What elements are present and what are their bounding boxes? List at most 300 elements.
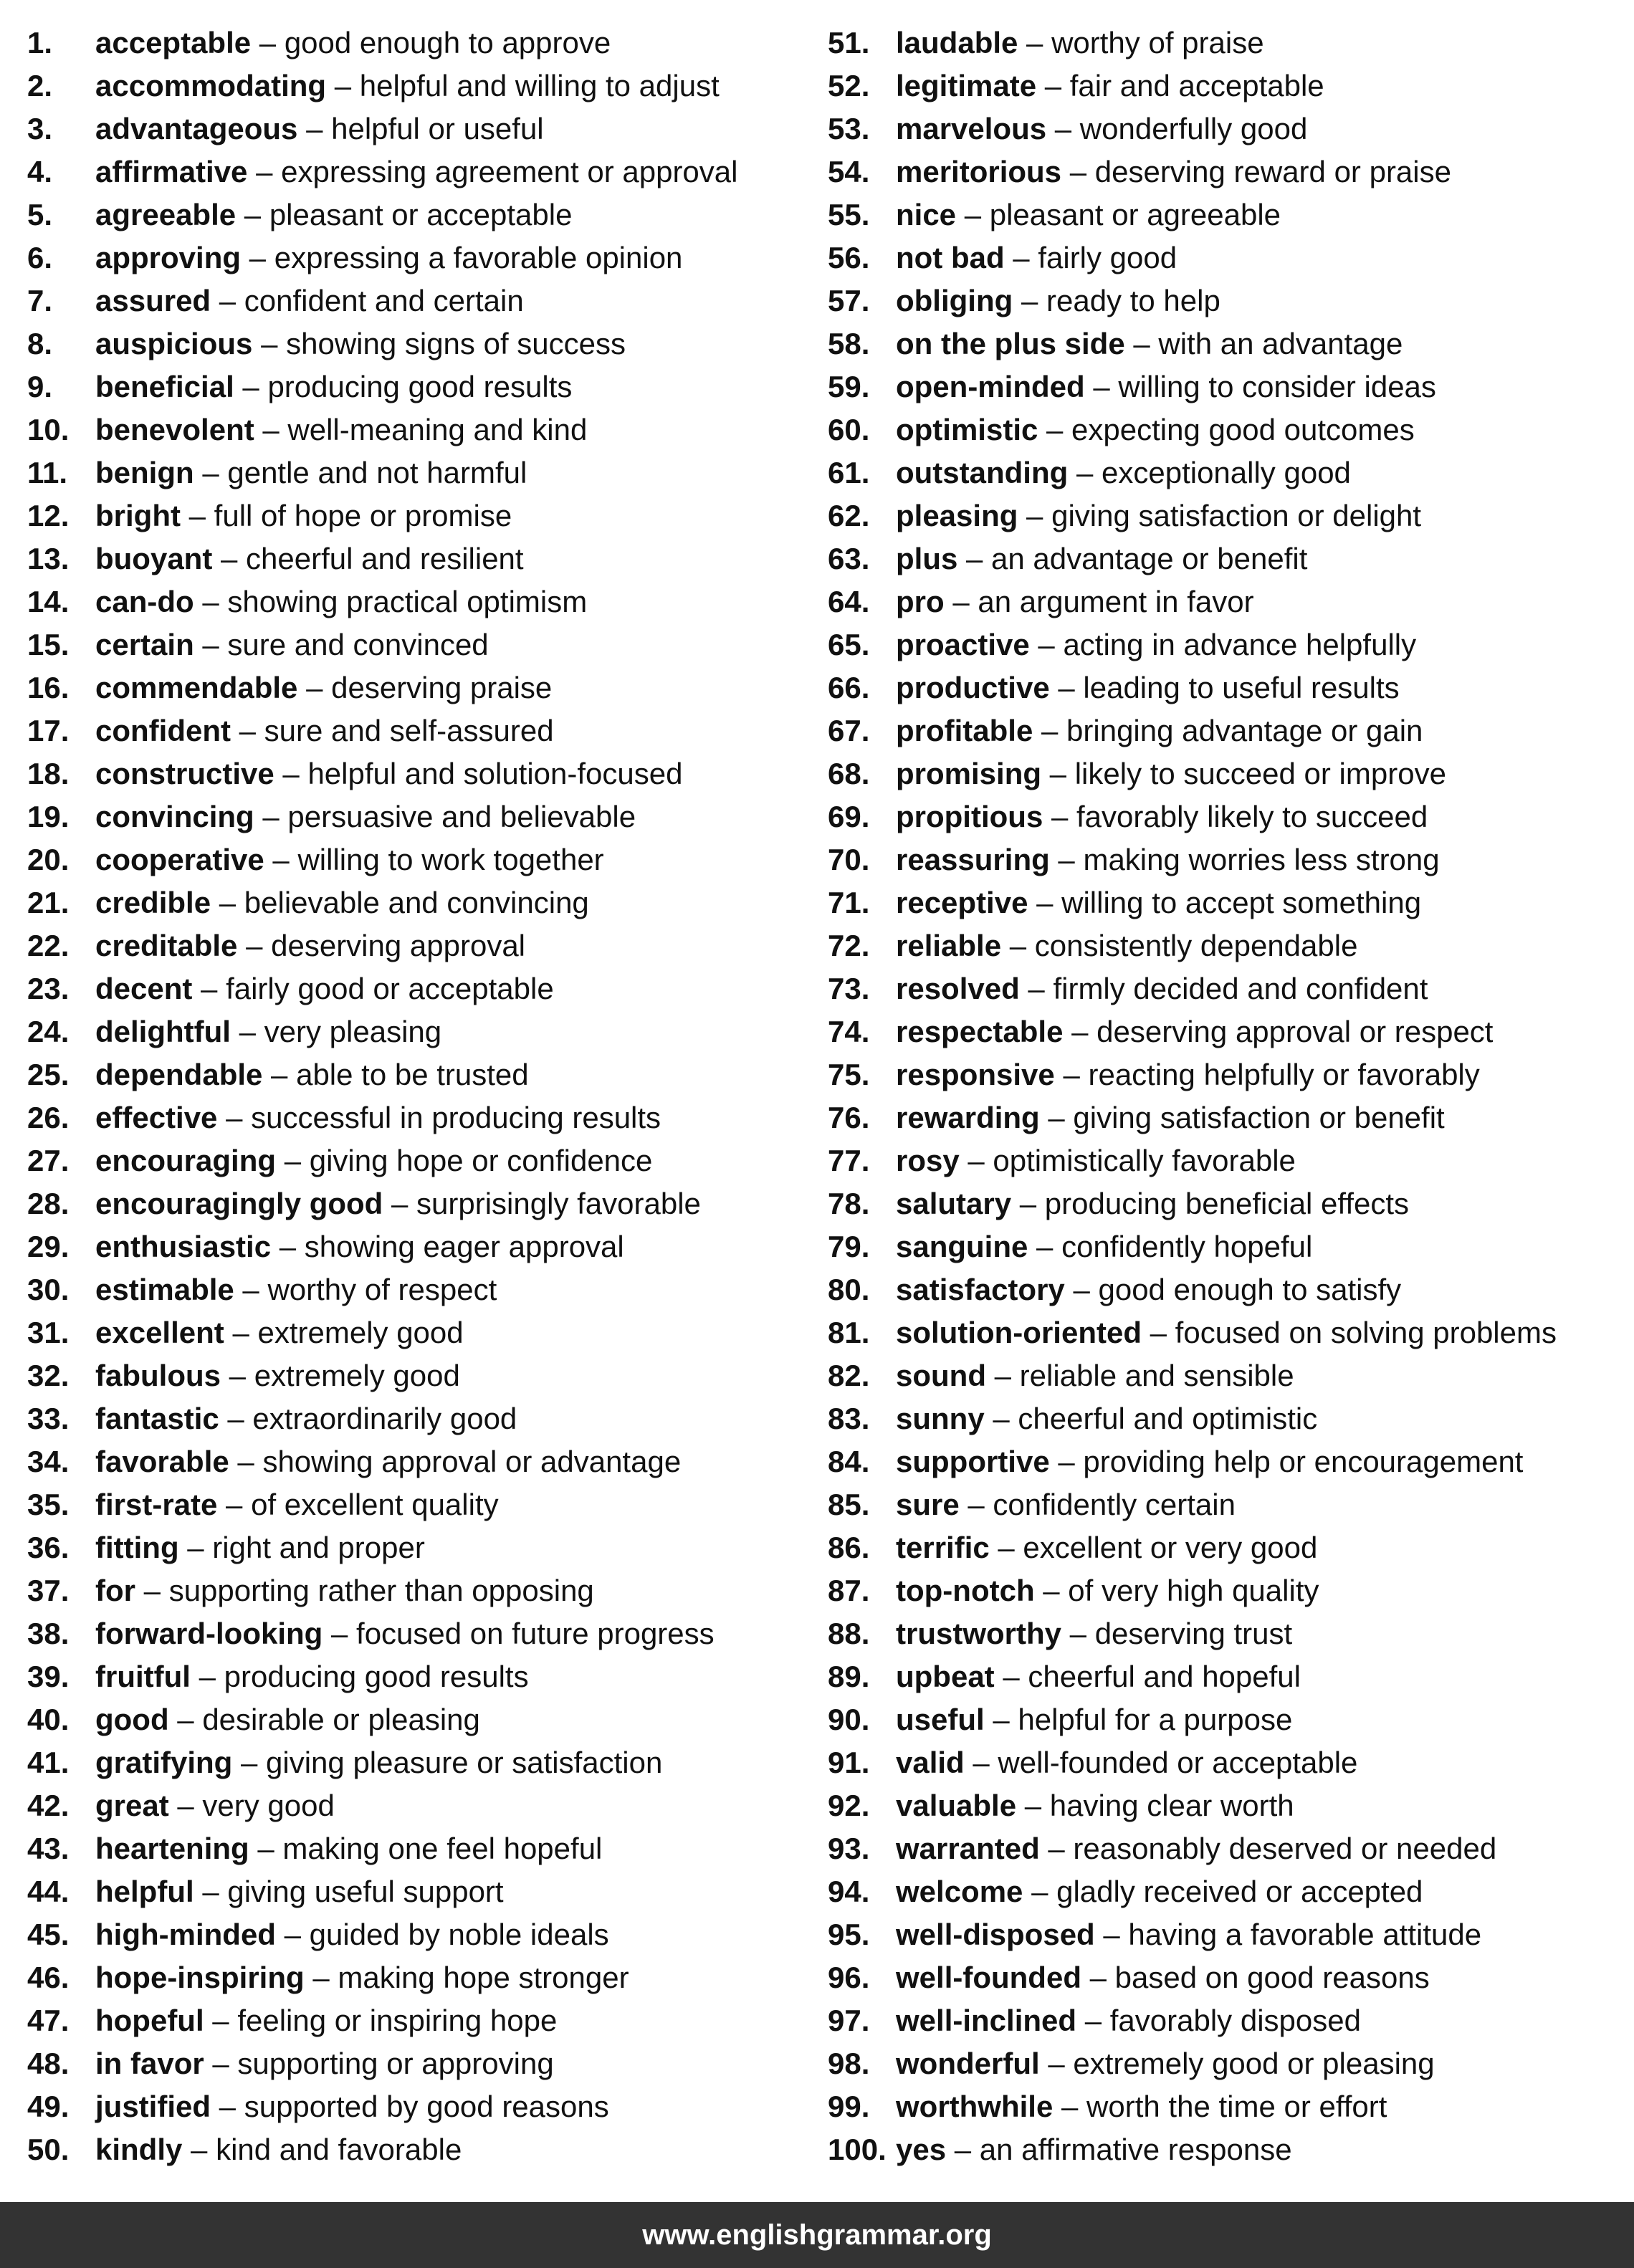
list-item (27, 1784, 816, 1827)
item-definition: – producing beneficial effects (1011, 1187, 1410, 1220)
item-definition: – showing practical optimism (194, 585, 588, 618)
list-item (828, 1913, 1627, 1956)
item-word: supportive (896, 1445, 1050, 1478)
item-word: well-disposed (896, 1918, 1095, 1951)
item-number: 81. (828, 1316, 870, 1349)
list-item (27, 193, 816, 236)
item-word: can-do (95, 585, 194, 618)
list-item (828, 1784, 1627, 1827)
item-text (95, 1569, 594, 1612)
item-word: dependable (95, 1058, 263, 1091)
item-number: 26. (27, 1101, 70, 1134)
item-word: plus (896, 542, 958, 575)
item-text (896, 1182, 1409, 1225)
item-word: receptive (896, 886, 1028, 919)
item-word: upbeat (896, 1660, 995, 1693)
item-number: 22. (27, 929, 70, 962)
item-definition: – producing good results (190, 1660, 529, 1693)
list-item (27, 709, 816, 752)
item-number: 28. (27, 1187, 70, 1220)
list-item (27, 1354, 816, 1397)
item-definition: – excellent or very good (989, 1531, 1318, 1564)
item-text (896, 408, 1415, 451)
item-number: 1. (27, 26, 53, 59)
item-number: 25. (27, 1058, 70, 1091)
item-definition: – very pleasing (230, 1015, 442, 1048)
item-definition: – making one feel hopeful (249, 1832, 603, 1865)
item-number: 94. (828, 1875, 870, 1908)
item-definition: – worthy of respect (234, 1273, 497, 1306)
item-text (95, 580, 587, 623)
item-text (896, 1053, 1480, 1096)
item-definition: – very good (168, 1789, 335, 1822)
list-item (27, 322, 816, 365)
list-item (27, 1483, 816, 1526)
item-number: 74. (828, 1015, 870, 1048)
item-text (896, 967, 1428, 1010)
list-item (828, 1053, 1627, 1096)
item-definition: – extraordinarily good (219, 1402, 517, 1435)
list-item (828, 838, 1627, 881)
item-text (896, 1569, 1319, 1612)
list-item (27, 107, 816, 150)
item-number: 71. (828, 886, 870, 919)
item-number: 80. (828, 1273, 870, 1306)
item-number: 96. (828, 1961, 870, 1994)
item-text (95, 924, 525, 967)
item-number: 79. (828, 1230, 870, 1263)
list-item (828, 1655, 1627, 1698)
item-text (95, 1139, 652, 1182)
item-word: top-notch (896, 1574, 1035, 1607)
item-word: gratifying (95, 1746, 233, 1779)
item-number: 27. (27, 1144, 70, 1177)
item-definition: – supporting rather than opposing (135, 1574, 594, 1607)
item-number: 33. (27, 1402, 70, 1435)
item-definition: – cheerful and optimistic (984, 1402, 1318, 1435)
item-text (896, 1440, 1523, 1483)
word-list-right-column (828, 21, 1627, 2171)
item-number: 68. (828, 757, 870, 790)
item-text (896, 1354, 1294, 1397)
item-text (896, 1225, 1312, 1268)
item-definition: – with an advantage (1124, 327, 1403, 360)
item-text (95, 494, 512, 537)
word-list-left-column (27, 21, 816, 2171)
item-number: 14. (27, 585, 70, 618)
item-word: in favor (95, 2047, 204, 2080)
item-word: useful (896, 1703, 985, 1736)
item-word: kindly (95, 2133, 183, 2166)
item-word: proactive (896, 628, 1030, 661)
item-number: 55. (828, 198, 870, 231)
list-item (27, 150, 816, 193)
item-definition: – believable and convincing (211, 886, 589, 919)
item-definition: – deserving approval (237, 929, 526, 962)
item-definition: – guided by noble ideals (275, 1918, 609, 1951)
item-text (95, 451, 527, 494)
item-definition: – focused on solving problems (1141, 1316, 1557, 1349)
item-word: bright (95, 499, 181, 532)
list-item (27, 1182, 816, 1225)
item-number: 99. (828, 2090, 870, 2123)
item-text (95, 1827, 602, 1870)
item-text (95, 666, 552, 709)
item-text (95, 1225, 624, 1268)
item-number: 4. (27, 155, 53, 188)
item-definition: – reacting helpfully or favorably (1054, 1058, 1480, 1091)
item-definition: – deserving praise (297, 671, 553, 704)
list-item (27, 494, 816, 537)
list-item (828, 1956, 1627, 1999)
item-word: auspicious (95, 327, 253, 360)
list-item (828, 1354, 1627, 1397)
item-number: 19. (27, 800, 70, 833)
item-word: salutary (896, 1187, 1012, 1220)
item-text (896, 1741, 1357, 1784)
item-word: rosy (896, 1144, 960, 1177)
list-item (828, 2042, 1627, 2085)
list-item (27, 752, 816, 795)
item-number: 60. (828, 413, 870, 446)
list-item (27, 1655, 816, 1698)
list-item (828, 1698, 1627, 1741)
list-item (27, 795, 816, 838)
item-word: excellent (95, 1316, 224, 1349)
item-definition: – expecting good outcomes (1038, 413, 1415, 446)
item-word: open-minded (896, 370, 1085, 403)
item-text (896, 2085, 1387, 2128)
item-text (896, 924, 1357, 967)
item-number: 100. (828, 2133, 887, 2166)
item-definition: – giving satisfaction or delight (1018, 499, 1422, 532)
item-definition: – deserving approval or respect (1063, 1015, 1494, 1048)
list-item (828, 236, 1627, 279)
item-text (95, 322, 626, 365)
item-text (95, 709, 554, 752)
list-item (27, 967, 816, 1010)
item-number: 84. (828, 1445, 870, 1478)
item-word: productive (896, 671, 1050, 704)
list-item (27, 2128, 816, 2171)
item-text (896, 21, 1264, 64)
item-text (95, 64, 720, 107)
list-item (27, 1870, 816, 1913)
list-item (27, 236, 816, 279)
item-number: 67. (828, 714, 870, 747)
item-word: hopeful (95, 2004, 204, 2037)
item-number: 10. (27, 413, 70, 446)
item-definition: – pleasant or acceptable (236, 198, 573, 231)
item-text (95, 1655, 529, 1698)
item-definition: – optimistically favorable (959, 1144, 1296, 1177)
item-word: encouragingly good (95, 1187, 383, 1220)
item-word: accommodating (95, 69, 327, 102)
item-text (95, 1096, 661, 1139)
item-definition: – an advantage or benefit (957, 542, 1308, 575)
item-text (896, 623, 1416, 666)
list-item (828, 2085, 1627, 2128)
item-text (95, 881, 589, 924)
item-text (95, 1182, 701, 1225)
item-text (95, 1010, 441, 1053)
list-item (828, 967, 1627, 1010)
item-word: justified (95, 2090, 211, 2123)
item-definition: – acting in advance helpfully (1029, 628, 1417, 661)
item-definition: – extremely good (221, 1359, 460, 1392)
item-definition: – confident and certain (211, 284, 524, 317)
item-word: well-inclined (896, 2004, 1077, 2037)
item-word: enthusiastic (95, 1230, 272, 1263)
list-item (828, 1999, 1627, 2042)
item-definition: – having clear worth (1016, 1789, 1294, 1822)
item-number: 8. (27, 327, 53, 360)
list-item (828, 1526, 1627, 1569)
list-item (828, 752, 1627, 795)
item-text (896, 1784, 1294, 1827)
item-definition: – of very high quality (1034, 1574, 1319, 1607)
item-word: fitting (95, 1531, 179, 1564)
item-definition: – supported by good reasons (211, 2090, 609, 2123)
item-number: 13. (27, 542, 70, 575)
item-definition: – an argument in favor (944, 585, 1254, 618)
item-text (896, 322, 1403, 365)
item-text (95, 1053, 529, 1096)
item-definition: – well-meaning and kind (254, 413, 588, 446)
item-number: 56. (828, 241, 870, 274)
item-definition: – providing help or encouragement (1049, 1445, 1524, 1478)
list-item (27, 1311, 816, 1354)
list-item (27, 1053, 816, 1096)
item-definition: – giving useful support (194, 1875, 504, 1908)
item-number: 78. (828, 1187, 870, 1220)
item-word: sanguine (896, 1230, 1028, 1263)
item-definition: – pleasant or agreeable (956, 198, 1281, 231)
item-definition: – giving pleasure or satisfaction (232, 1746, 663, 1779)
item-number: 50. (27, 2133, 70, 2166)
list-item (828, 537, 1627, 580)
list-item (828, 1139, 1627, 1182)
item-number: 12. (27, 499, 70, 532)
item-word: on the plus side (896, 327, 1125, 360)
item-word: sure (896, 1488, 960, 1521)
list-item (27, 1526, 816, 1569)
list-item (27, 1569, 816, 1612)
item-definition: – expressing a favorable opinion (241, 241, 683, 274)
item-number: 11. (27, 456, 68, 489)
item-word: meritorious (896, 155, 1062, 188)
item-word: effective (95, 1101, 218, 1134)
footer-url: www.englishgrammar.org (642, 2219, 992, 2251)
item-text (896, 537, 1307, 580)
item-text (95, 2085, 609, 2128)
item-number: 35. (27, 1488, 70, 1521)
item-text (95, 2042, 554, 2085)
item-text (95, 193, 572, 236)
item-text (896, 1698, 1292, 1741)
item-definition: – cheerful and hopeful (994, 1660, 1301, 1693)
item-number: 5. (27, 198, 53, 231)
item-number: 63. (828, 542, 870, 575)
item-definition: – making worries less strong (1049, 843, 1440, 876)
item-word: affirmative (95, 155, 248, 188)
item-number: 43. (27, 1832, 70, 1865)
item-word: buoyant (95, 542, 213, 575)
item-definition: – exceptionally good (1068, 456, 1351, 489)
item-word: yes (896, 2133, 947, 2166)
item-text (95, 623, 489, 666)
item-word: laudable (896, 26, 1018, 59)
list-item (828, 1010, 1627, 1053)
item-word: for (95, 1574, 135, 1607)
item-text (896, 1268, 1401, 1311)
item-text (95, 2128, 462, 2171)
item-number: 6. (27, 241, 53, 274)
item-text (896, 494, 1421, 537)
list-item (828, 1569, 1627, 1612)
item-definition: – surprisingly favorable (383, 1187, 701, 1220)
item-definition: – firmly decided and confident (1019, 972, 1428, 1005)
item-definition: – full of hope or promise (180, 499, 512, 532)
list-item (828, 795, 1627, 838)
item-text (896, 1913, 1481, 1956)
item-definition: – fairly good (1004, 241, 1177, 274)
item-definition: – likely to succeed or improve (1041, 757, 1446, 790)
item-number: 46. (27, 1961, 70, 1994)
item-number: 40. (27, 1703, 70, 1736)
item-definition: – gladly received or accepted (1023, 1875, 1423, 1908)
item-definition: – confidently certain (959, 1488, 1236, 1521)
item-text (95, 1354, 460, 1397)
item-number: 76. (828, 1101, 870, 1134)
item-word: obliging (896, 284, 1013, 317)
list-item (828, 580, 1627, 623)
item-definition: – deserving trust (1061, 1617, 1293, 1650)
list-item (828, 408, 1627, 451)
item-text (896, 1311, 1557, 1354)
item-definition: – reasonably deserved or needed (1039, 1832, 1497, 1865)
item-number: 51. (828, 26, 870, 59)
list-item (27, 537, 816, 580)
list-item (828, 1225, 1627, 1268)
item-word: decent (95, 972, 193, 1005)
item-number: 38. (27, 1617, 70, 1650)
item-word: advantageous (95, 112, 298, 145)
item-definition: – helpful for a purpose (984, 1703, 1293, 1736)
item-number: 95. (828, 1918, 870, 1951)
item-number: 18. (27, 757, 70, 790)
item-number: 24. (27, 1015, 70, 1048)
footer-bar (0, 2202, 1634, 2268)
item-word: cooperative (95, 843, 264, 876)
item-number: 42. (27, 1789, 70, 1822)
item-word: nice (896, 198, 957, 231)
list-item (27, 365, 816, 408)
item-number: 66. (828, 671, 870, 704)
item-number: 37. (27, 1574, 70, 1607)
item-word: marvelous (896, 112, 1047, 145)
item-definition: – producing good results (234, 370, 573, 403)
item-word: high-minded (95, 1918, 276, 1951)
item-number: 69. (828, 800, 870, 833)
item-definition: – an affirmative response (946, 2133, 1292, 2166)
item-word: sunny (896, 1402, 985, 1435)
item-number: 58. (828, 327, 870, 360)
list-item (828, 494, 1627, 537)
list-item (27, 1139, 816, 1182)
list-item (27, 2085, 816, 2128)
item-word: benign (95, 456, 194, 489)
item-text (95, 408, 587, 451)
item-definition: – helpful or useful (297, 112, 544, 145)
list-item (828, 1182, 1627, 1225)
item-text (95, 1268, 497, 1311)
item-number: 3. (27, 112, 53, 145)
item-number: 52. (828, 69, 870, 102)
item-word: terrific (896, 1531, 990, 1564)
item-definition: – helpful and willing to adjust (326, 69, 720, 102)
item-definition: – fairly good or acceptable (192, 972, 554, 1005)
item-word: encouraging (95, 1144, 277, 1177)
item-definition: – showing signs of success (252, 327, 626, 360)
item-word: welcome (896, 1875, 1023, 1908)
item-definition: – helpful and solution-focused (274, 757, 683, 790)
item-word: not bad (896, 241, 1005, 274)
item-word: forward-looking (95, 1617, 323, 1650)
item-definition: – cheerful and resilient (212, 542, 524, 575)
item-word: benevolent (95, 413, 254, 446)
item-number: 93. (828, 1832, 870, 1865)
item-word: pleasing (896, 499, 1018, 532)
item-definition: – showing eager approval (271, 1230, 624, 1263)
list-item (27, 2042, 816, 2085)
item-text (95, 1440, 681, 1483)
item-text (896, 881, 1421, 924)
item-word: hope-inspiring (95, 1961, 305, 1994)
item-number: 70. (828, 843, 870, 876)
item-text (95, 365, 572, 408)
item-definition: – wonderfully good (1046, 112, 1308, 145)
item-word: estimable (95, 1273, 234, 1306)
item-word: worthwhile (896, 2090, 1054, 2123)
item-word: fruitful (95, 1660, 191, 1693)
list-item (27, 666, 816, 709)
item-number: 92. (828, 1789, 870, 1822)
list-item (828, 64, 1627, 107)
item-number: 97. (828, 2004, 870, 2037)
item-definition: – having a favorable attitude (1094, 1918, 1482, 1951)
item-number: 85. (828, 1488, 870, 1521)
item-word: outstanding (896, 456, 1069, 489)
item-definition: – bringing advantage or gain (1033, 714, 1423, 747)
list-item (27, 838, 816, 881)
item-word: first-rate (95, 1488, 218, 1521)
item-number: 89. (828, 1660, 870, 1693)
item-number: 59. (828, 370, 870, 403)
item-number: 7. (27, 284, 53, 317)
item-definition: – sure and convinced (194, 628, 489, 661)
item-number: 45. (27, 1918, 70, 1951)
list-item (27, 623, 816, 666)
item-definition: – well-founded or acceptable (964, 1746, 1358, 1779)
list-item (27, 1698, 816, 1741)
item-text (896, 1096, 1445, 1139)
item-text (95, 1741, 662, 1784)
item-word: respectable (896, 1015, 1064, 1048)
item-number: 21. (27, 886, 70, 919)
list-item (828, 150, 1627, 193)
item-number: 61. (828, 456, 870, 489)
